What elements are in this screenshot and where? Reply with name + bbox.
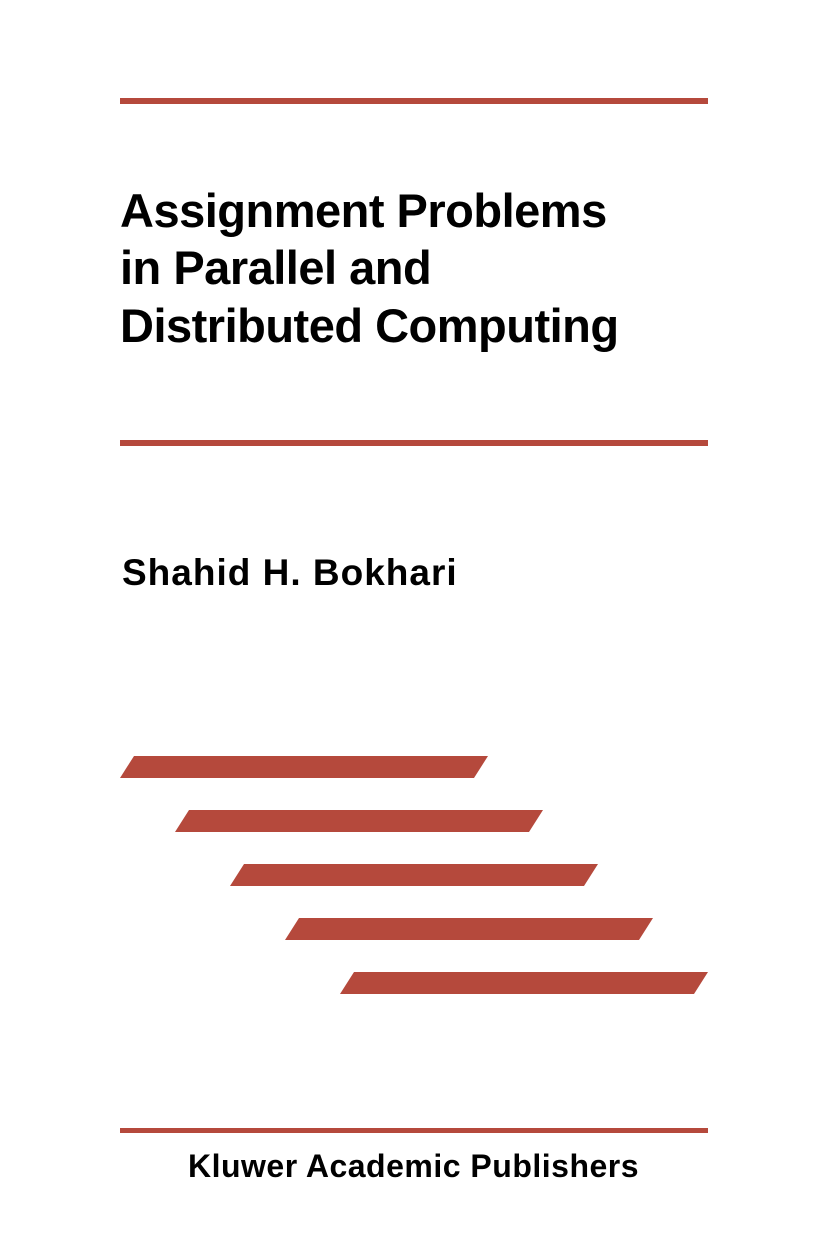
title-line-1: Assignment Problems (120, 184, 607, 237)
author-name: Shahid H. Bokhari (122, 552, 458, 593)
bottom-divider-rule (120, 1128, 708, 1133)
middle-divider-rule (120, 440, 708, 446)
top-divider-rule (120, 98, 708, 104)
parallelogram-bar (340, 972, 708, 994)
parallelogram-bar (120, 756, 488, 778)
page-title (120, 182, 760, 354)
parallelogram-bar (175, 810, 543, 832)
title-line-3: Distributed Computing (120, 298, 619, 352)
publisher-name: Kluwer Academic Publishers (187, 1148, 640, 1184)
parallelogram-bar (230, 864, 598, 886)
parallelogram-bar (285, 918, 653, 940)
title-line-2: in Parallel and (120, 241, 432, 295)
stacked-parallelogram-bars-graphic (120, 748, 720, 1016)
